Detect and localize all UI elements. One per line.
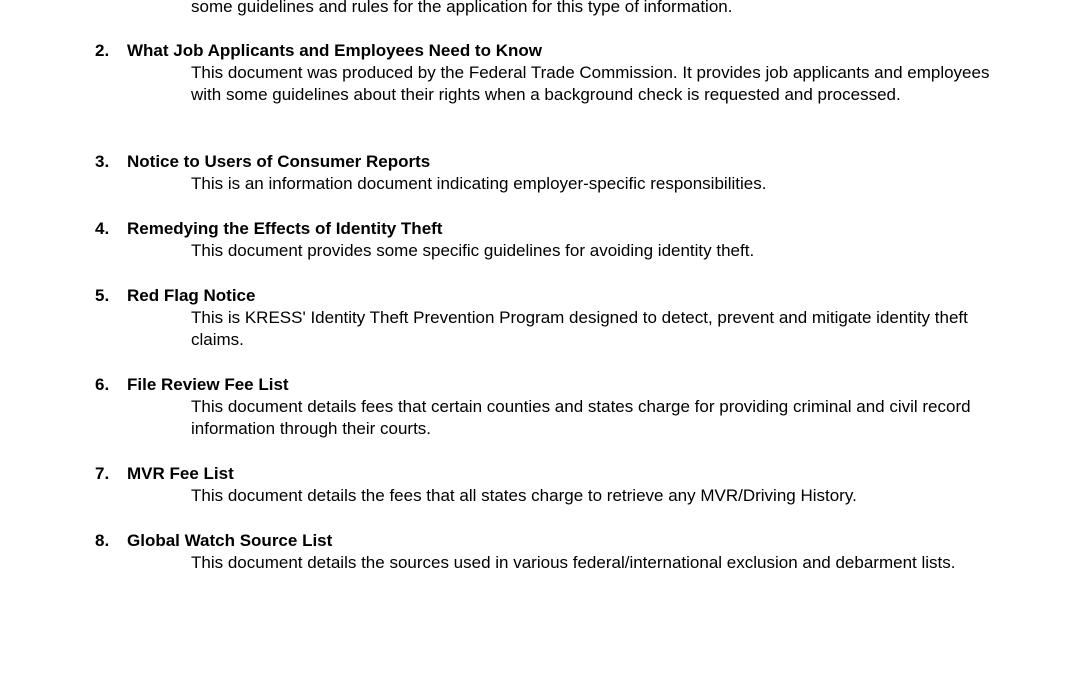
item-heading [95,40,1035,62]
list-item [95,218,1035,262]
item-heading [95,374,1035,396]
item-title: Notice to Users of Consumer Reports [127,152,431,171]
item-description: This is an information document indicating employer-specific responsibilities. [191,174,767,193]
item-description: This is KRESS' Identity Theft Prevention Program designed to detect, prevent and mitigate identity theft claims. [191,308,968,349]
item-number: 2. [95,41,110,60]
item-heading [95,285,1035,307]
list-item [95,463,1035,507]
item-number: 7. [95,464,110,483]
item-heading [95,151,1035,173]
item-number: 4. [95,219,110,238]
list-item [95,40,1035,106]
list-item [95,530,1035,574]
list-item [95,374,1035,440]
intro-paragraph-continuation: some guidelines and rules for the application for this type of information. [191,0,733,16]
item-title: MVR Fee List [127,464,234,483]
item-title: Global Watch Source List [127,531,333,550]
item-description: This document details the fees that all states charge to retrieve any MVR/Driving History. [191,486,857,505]
item-title: What Job Applicants and Employees Need to Know [127,41,542,60]
item-title: Red Flag Notice [127,286,256,305]
item-heading [95,530,1035,552]
item-description: This document provides some specific guidelines for avoiding identity theft. [191,241,755,260]
item-description: This document details the sources used in various federal/international exclusion and debarment lists. [191,553,956,572]
item-heading [95,218,1035,240]
item-description: This document was produced by the Federal Trade Commission. It provides job applicants and employees with some guidelines about their rights when a background check is requested and processed. [191,63,990,104]
list-item [95,285,1035,351]
item-description: This document details fees that certain counties and states charge for providing criminal and civil record information through their courts. [191,397,971,438]
item-title: Remedying the Effects of Identity Theft [127,219,443,238]
list-item [95,151,1035,195]
item-title: File Review Fee List [127,375,289,394]
item-heading [95,463,1035,485]
item-number: 6. [95,375,110,394]
item-number: 8. [95,531,110,550]
item-number: 3. [95,152,110,171]
item-number: 5. [95,286,110,305]
